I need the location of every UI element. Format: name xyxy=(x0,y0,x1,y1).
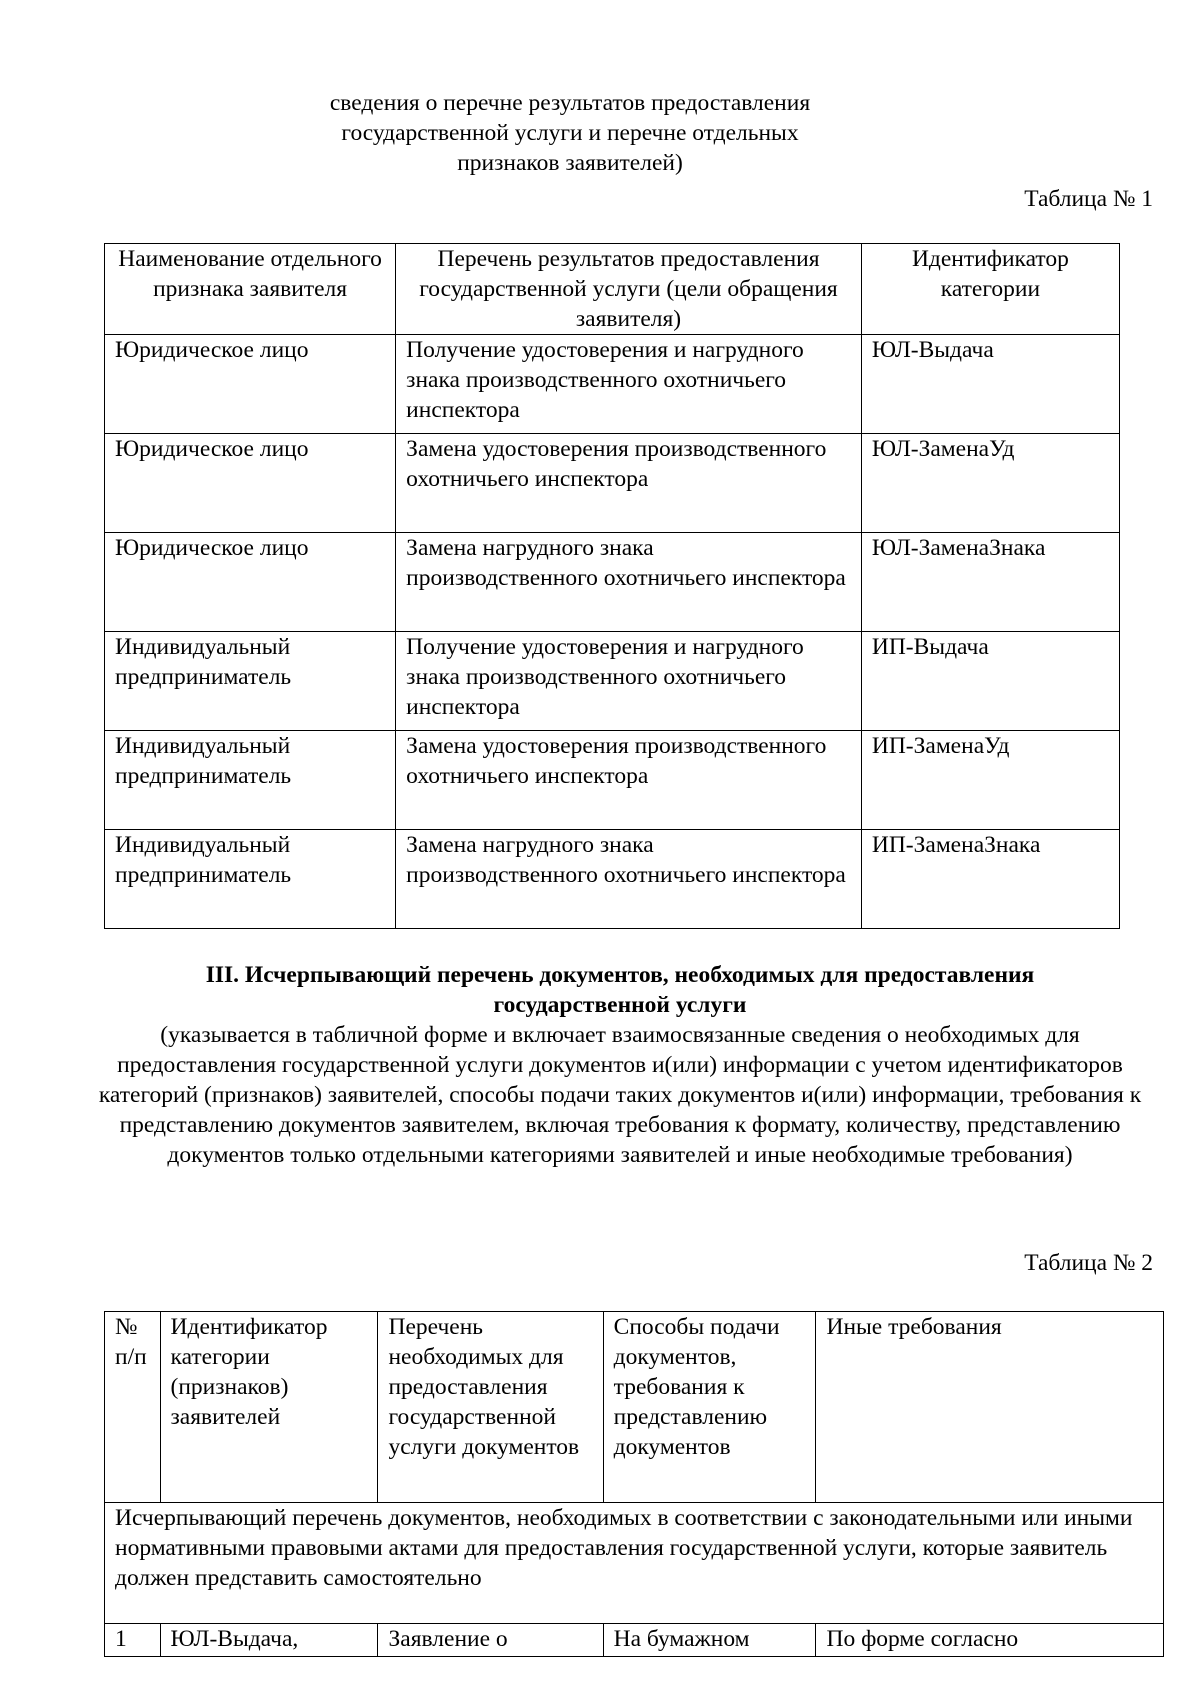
result-cell: Замена нагрудного знака производственного охотничьего инспектора xyxy=(396,533,862,632)
category-id-cell: ИП-ЗаменаЗнака xyxy=(861,830,1119,929)
table1-label: Таблица № 1 xyxy=(1024,186,1153,212)
applicant-sign-cell: Индивидуальный предприниматель xyxy=(105,731,396,830)
caption-line: сведения о перечне результатов предоставления xyxy=(329,90,811,116)
table-span-row xyxy=(105,1503,1164,1624)
submission-method-cell: На бумажном xyxy=(603,1624,816,1657)
result-cell: Замена удостоверения производственного охотничьего инспектора xyxy=(396,731,862,830)
table1-caption xyxy=(140,88,1000,178)
category-id-cell: ИП-Выдача xyxy=(861,632,1119,731)
other-requirements-cell: По форме согласно xyxy=(816,1624,1164,1657)
results-table xyxy=(104,243,1120,929)
category-id-cell: ЮЛ-ЗаменаУд xyxy=(861,434,1119,533)
result-cell: Получение удостоверения и нагрудного знака производственного охотничьего инспектора xyxy=(396,632,862,731)
applicant-sign-cell: Юридическое лицо xyxy=(105,335,396,434)
table-row xyxy=(105,335,1120,434)
table-row xyxy=(105,731,1120,830)
header-cell: Наименование отдельного признака заявителя xyxy=(105,244,396,335)
applicant-sign-cell: Индивидуальный предприниматель xyxy=(105,830,396,929)
caption-line: признаков заявителей) xyxy=(457,150,683,176)
result-cell: Замена нагрудного знака производственного охотничьего инспектора xyxy=(396,830,862,929)
applicant-sign-cell: Юридическое лицо xyxy=(105,533,396,632)
document-cell: Заявление о xyxy=(378,1624,603,1657)
category-id-cell: ИП-ЗаменаУд xyxy=(861,731,1119,830)
category-id-cell: ЮЛ-Выдача, xyxy=(160,1624,378,1657)
table-header-row xyxy=(105,1312,1164,1503)
category-id-cell: ЮЛ-Выдача xyxy=(861,335,1119,434)
section-3 xyxy=(80,960,1160,1170)
result-cell: Получение удостоверения и нагрудного знака производственного охотничьего инспектора xyxy=(396,335,862,434)
category-id-cell: ЮЛ-ЗаменаЗнака xyxy=(861,533,1119,632)
table-header-row xyxy=(105,244,1120,335)
table2-label: Таблица № 2 xyxy=(1024,1250,1153,1276)
header-cell: Перечень необходимых для предоставления государственной услуги документов xyxy=(378,1312,603,1503)
header-cell: № п/п xyxy=(105,1312,161,1503)
table-row xyxy=(105,830,1120,929)
table-row xyxy=(105,1624,1164,1657)
header-cell: Перечень результатов предоставления государственной услуги (цели обращения заявителя) xyxy=(396,244,862,335)
header-cell: Способы подачи документов, требования к представлению документов xyxy=(603,1312,816,1503)
section-description: (указывается в табличной форме и включает взаимосвязанные сведения о необходимых для предоставления государственной услуги документов и(или) информации с учетом идентификаторов категорий (признаков) заявителей, способы подачи таких документов и(или) информации, требования к представлению документов заявителем, включая требования к формату, количеству, представлению документов только отдельными категориями заявителей и иные необходимые требования) xyxy=(98,1022,1142,1168)
result-cell: Замена удостоверения производственного охотничьего инспектора xyxy=(396,434,862,533)
header-cell: Идентификатор категории (признаков) заявителей xyxy=(160,1312,378,1503)
applicant-sign-cell: Юридическое лицо xyxy=(105,434,396,533)
applicant-sign-cell: Индивидуальный предприниматель xyxy=(105,632,396,731)
header-cell: Идентификатор категории xyxy=(861,244,1119,335)
section-heading: государственной услуги xyxy=(493,992,747,1018)
caption-line: государственной услуги и перечне отдельных xyxy=(341,120,799,146)
row-number-cell: 1 xyxy=(105,1624,161,1657)
table-row xyxy=(105,533,1120,632)
documents-table xyxy=(104,1311,1164,1657)
table-row xyxy=(105,434,1120,533)
section-heading: III. Исчерпывающий перечень документов, необходимых для предоставления xyxy=(205,962,1035,988)
span-cell: Исчерпывающий перечень документов, необходимых в соответствии с законодательными или иными нормативными правовыми актами для предоставления государственной услуги, которые заявитель должен представить самостоятельно xyxy=(105,1503,1164,1624)
table-row xyxy=(105,632,1120,731)
header-cell: Иные требования xyxy=(816,1312,1164,1503)
